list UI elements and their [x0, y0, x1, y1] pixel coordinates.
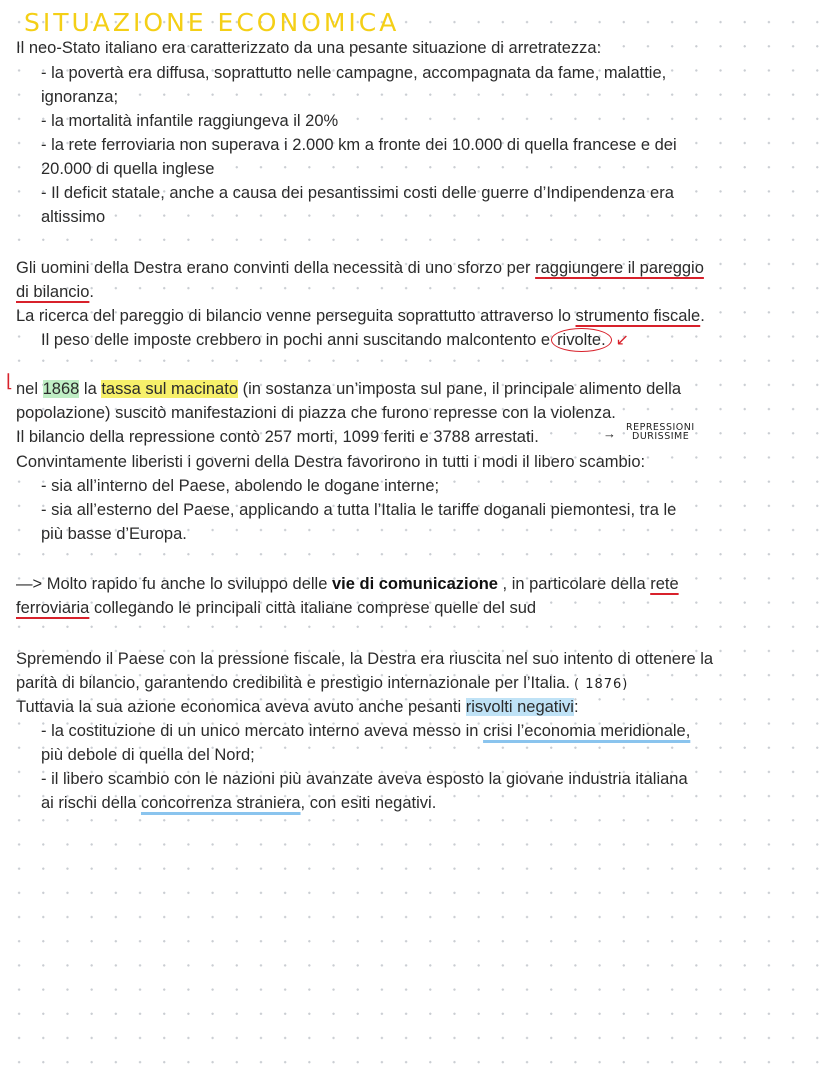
list-item-poverty: - la povertà era diffusa, soprattutto nelle campagne, accompagnata da fame, malattie, [41, 64, 667, 82]
text: (in sostanza un’imposta sul pane, il principale alimento della [238, 380, 681, 398]
esito-line-3 [16, 695, 579, 719]
text: ai rischi della [41, 794, 141, 812]
circled-rivolte: rivolte. [551, 328, 612, 352]
intro-line: Il neo-Stato italiano era caratterizzato da una pesante situazione di arretratezza: [16, 39, 602, 57]
esito-item-mercato [41, 719, 690, 743]
red-arrow-icon: ↙ [615, 332, 630, 349]
liberismo-item-interno: - sia all’interno del Paese, abolendo le dogane interne; [41, 477, 440, 495]
text: . [89, 283, 94, 301]
highlight-risvolti-negativi: risvolti negativi [465, 698, 574, 716]
text: collegando le principali città italiane comprese quelle del sud [89, 599, 537, 617]
text: : [573, 698, 579, 716]
underline-pareggio: raggiungere il pareggio [535, 259, 704, 277]
list-item-railway-cont: 20.000 di quella inglese [41, 160, 215, 178]
list-item-mortality: - la mortalità infantile raggiungeva il 20% [41, 112, 339, 130]
liberismo-item-esterno-cont: più basse d’Europa. [41, 525, 187, 543]
text: La ricerca del pareggio di bilancio venne perseguita soprattutto attraverso lo [16, 307, 576, 325]
handwritten-year: ( 1876) [574, 677, 629, 692]
bracket-mark-icon: ⌊ [6, 371, 14, 391]
text: , in particolare della [497, 575, 651, 593]
text: —> Molto rapido fu anche lo sviluppo delle [16, 575, 332, 593]
text: la [79, 380, 102, 398]
list-item-deficit-cont: altissimo [41, 208, 106, 226]
underline-strumento-fiscale: strumento fiscale [575, 307, 701, 325]
macinato-line-1 [16, 377, 681, 401]
liberismo-item-esterno: - sia all’esterno del Paese, applicando a tutta l’Italia le tariffe doganali piemontesi, tra le [41, 501, 677, 519]
handwritten-note [626, 423, 695, 441]
underline-concorrenza: concorrenza straniera [140, 794, 301, 812]
bold-vie-comunicazione: vie di comunicazione [331, 575, 498, 593]
esito-item-scambio: - il libero scambio con le nazioni più avanzate aveva esposto la giovane industria italiana [41, 770, 688, 788]
destra-line-1 [16, 256, 704, 280]
comunicazione-line-1 [16, 572, 679, 596]
highlight-year-1868: 1868 [42, 380, 80, 398]
underline-bilancio: di bilancio [16, 283, 90, 301]
text: , con esiti negativi. [300, 794, 437, 812]
page-title: SITUAZIONE ECONOMICA [24, 8, 400, 37]
esito-item-mercato-cont: più debole di quella del Nord; [41, 746, 255, 764]
destra-line-2 [16, 280, 94, 304]
macinato-line-3: Il bilancio della repressione contò 257 morti, 1099 feriti e 3788 arrestati. [16, 428, 539, 446]
text: Il peso delle imposte crebbero in pochi anni suscitando malcontento e [41, 331, 551, 349]
note-line: DURISSIME [632, 431, 690, 442]
text: Gli uomini della Destra erano convinti della necessità di uno sforzo per [16, 259, 536, 277]
note-arrow-icon: → [603, 426, 616, 441]
highlight-tassa-macinato: tassa sul macinato [101, 380, 238, 398]
liberismo-line-1: Convintamente liberisti i governi della Destra favorirono in tutti i modi il libero scambio: [16, 453, 646, 471]
text: parità di bilancio, garantendo credibilità e prestigio internazionale per l’Italia. [16, 674, 570, 692]
underline-rete: rete [650, 575, 679, 593]
list-item-railway: - la rete ferroviaria non superava i 2.000 km a fronte dei 10.000 di quella francese e dei [41, 136, 677, 154]
esito-line-1: Spremendo il Paese con la pressione fiscale, la Destra era riuscita nel suo intento di ottenere la [16, 650, 714, 668]
list-item-deficit: - Il deficit statale, anche a causa dei pesantissimi costi delle guerre d’Indipendenza era [41, 184, 674, 202]
note-line: REPRESSIONI [626, 422, 695, 433]
list-item-poverty-cont: ignoranza; [41, 88, 119, 106]
esito-line-2 [16, 671, 628, 697]
underline-ferroviaria: ferroviaria [16, 599, 90, 617]
text: . [700, 307, 705, 325]
destra-line-3 [16, 304, 705, 328]
text: nel [16, 380, 43, 398]
underline-crisi-meridionale: crisi l’economia meridionale, [483, 722, 691, 740]
text: Tuttavia la sua azione economica aveva avuto anche pesanti [16, 698, 466, 716]
comunicazione-line-2 [16, 596, 536, 620]
macinato-line-2: popolazione) suscitò manifestazioni di piazza che furono represse con la violenza. [16, 404, 616, 422]
esito-item-scambio-cont [41, 791, 436, 815]
text: - la costituzione di un unico mercato interno aveva messo in [41, 722, 484, 740]
destra-line-4 [41, 328, 629, 353]
